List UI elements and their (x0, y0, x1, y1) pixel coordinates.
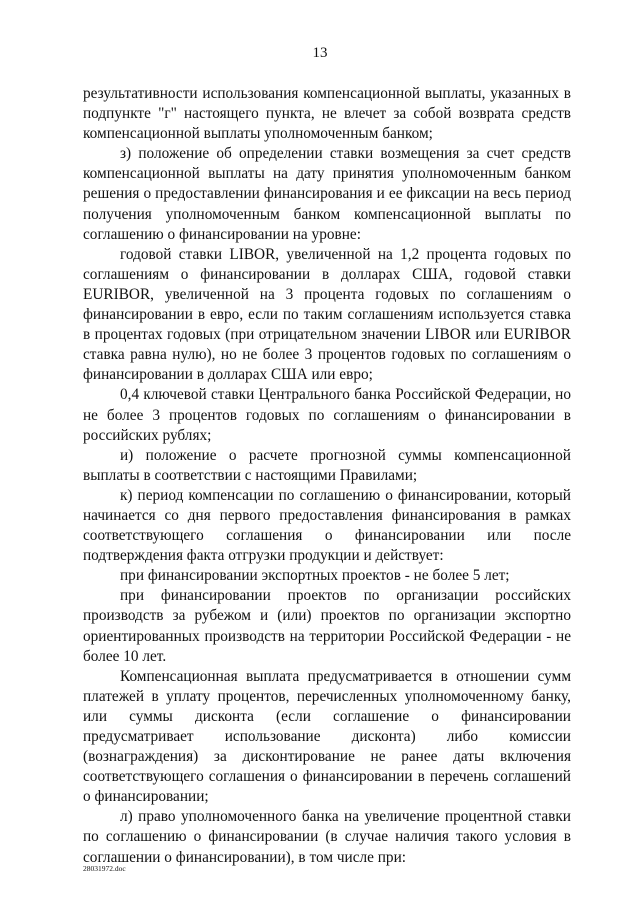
footer-file-reference: 28031972.doc (83, 864, 126, 873)
document-body (83, 84, 571, 868)
paragraph: результативности использования компенсационной выплаты, указанных в подпункте "г" настоящего пункта, не влечет за собой возврата средств компенсационной выплаты уполномоченным банком; (83, 85, 571, 143)
page-number: 13 (312, 45, 328, 61)
paragraph: годовой ставки LIBOR, увеличенной на 1,2 процента годовых по соглашениям о финансировании в долларах США, годовой ставки EURIBOR, увеличенной на 3 процента годовых по соглашениям о финансировании в евро, если по таким соглашениям используется ставка в процентах годовых (при отрицательном значении LIBOR или EURIBOR ставка равна нулю), но не более 3 процентов годовых по соглашениям о финансировании в долларах США или евро; (83, 245, 571, 384)
paragraph: л) право уполномоченного банка на увеличение процентной ставки по соглашению о финансировании (в случае наличия такого условия в соглашении о финансировании), в том числе при: (83, 808, 571, 866)
paragraph: и) положение о расчете прогнозной суммы компенсационной выплаты в соответствии с настоящими Правилами; (83, 446, 571, 484)
paragraph: при финансировании экспортных проектов - не более 5 лет; (120, 567, 510, 585)
paragraph: Компенсационная выплата предусматривается в отношении сумм платежей в уплату процентов, перечисленных уполномоченному банку, или суммы дисконта (если соглашение о финансировании предусматривает использование дисконта) либо комиссии (вознаграждения) за дисконтирование не ранее даты включения соответствующего соглашения о финансировании в перечень соглашений о финансировании; (83, 667, 571, 806)
paragraph: при финансировании проектов по организации российских производств за рубежом и (или) проектов по организации экспортно ориентированных производств на территории Российской Федерации - не более 10 лет. (83, 587, 571, 665)
paragraph: к) период компенсации по соглашению о финансировании, который начинается со дня первого предоставления финансирования в рамках соответствующего соглашения о финансировании или после подтверждения факта отгрузки продукции и действует: (83, 486, 571, 565)
paragraph: 0,4 ключевой ставки Центрального банка Российской Федерации, но не более 3 процентов годовых по соглашениям о финансировании в российских рублях; (83, 386, 571, 444)
paragraph: з) положение об определении ставки возмещения за счет средств компенсационной выплаты на дату принятия уполномоченным банком решения о предоставлении финансирования и ее фиксации на весь период получения уполномоченным банком компенсационной выплаты по соглашению о финансировании на уровне: (83, 145, 571, 243)
